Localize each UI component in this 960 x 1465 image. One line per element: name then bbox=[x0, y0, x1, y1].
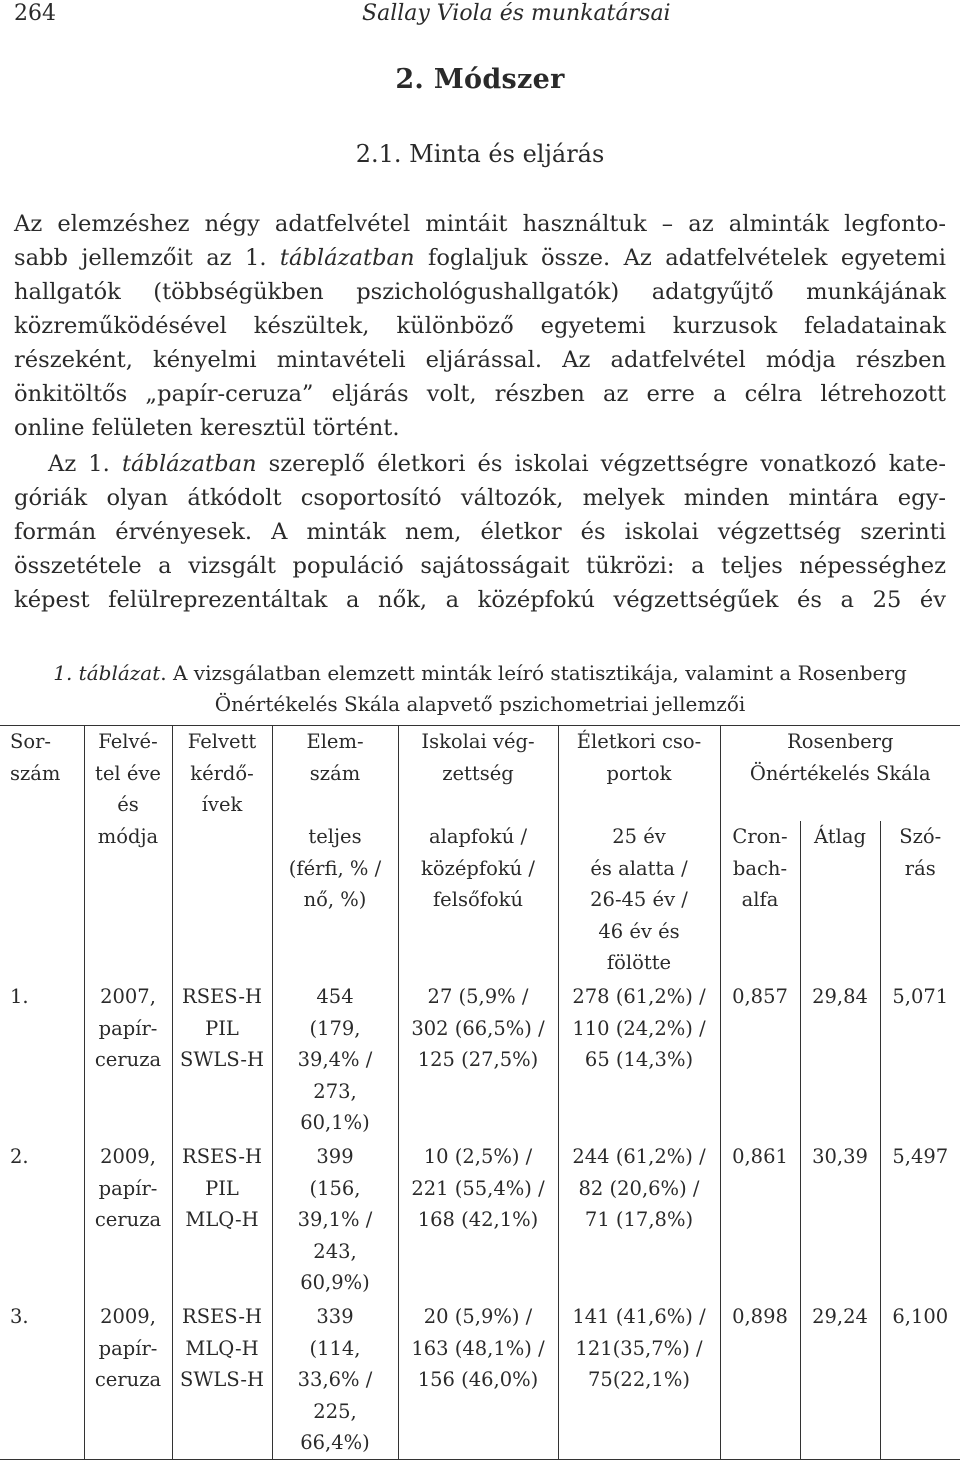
subheader-szoras: Szó- rás bbox=[880, 821, 960, 981]
cell-felvetel: 2007, papír- ceruza bbox=[84, 981, 172, 1141]
paragraph-line: részeként, kényelmi mintavételi eljárással. Az adatfelvétel módja részben bbox=[14, 347, 946, 373]
table-row bbox=[0, 1141, 960, 1301]
paragraph-line: online felületen keresztül történt. bbox=[14, 415, 400, 441]
paragraph-line: formán érvényesek. A minták nem, életkor és iskolai végzettség szerinti bbox=[14, 519, 946, 545]
header-kerdoivek: Felvett kérdő- ívek bbox=[172, 726, 272, 982]
cell-eletkori: 141 (41,6%) / 121(35,7%) / 75(22,1%) bbox=[558, 1301, 720, 1460]
cell-szoras: 6,100 bbox=[880, 1301, 960, 1460]
paragraph-line: Az elemzéshez négy adatfelvétel mintáit használtuk – az alminták legfonto- bbox=[14, 211, 946, 237]
subheader-atlag: Átlag bbox=[800, 821, 880, 981]
cell-szoras: 5,497 bbox=[880, 1141, 960, 1301]
cell-sorszam: 3. bbox=[0, 1301, 84, 1460]
cell-elemszam: 399 (156, 39,1% / 243, 60,9%) bbox=[272, 1141, 398, 1301]
subheader-iskolai: alapfokú / középfokú / felsőfokú bbox=[398, 821, 558, 981]
cell-cronbach: 0,898 bbox=[720, 1301, 800, 1460]
sample-statistics-table bbox=[0, 725, 960, 1460]
header-iskolai: Iskolai vég- zettség bbox=[398, 726, 558, 822]
caption-label: 1. táblázat bbox=[53, 661, 161, 685]
paragraph-1 bbox=[14, 207, 946, 445]
cell-cronbach: 0,857 bbox=[720, 981, 800, 1141]
paragraph-line: góriák olyan átkódolt csoportosító változók, melyek minden mintára egy- bbox=[14, 485, 946, 511]
cell-iskolai: 27 (5,9% / 302 (66,5%) / 125 (27,5%) bbox=[398, 981, 558, 1141]
cell-iskolai: 20 (5,9%) / 163 (48,1%) / 156 (46,0%) bbox=[398, 1301, 558, 1460]
running-header bbox=[14, 0, 946, 28]
cell-atlag: 29,84 bbox=[800, 981, 880, 1141]
cell-kerdoivek: RSES-H PIL MLQ-H bbox=[172, 1141, 272, 1301]
subsection-title: 2.1. Minta és eljárás bbox=[355, 140, 605, 168]
table-header-row bbox=[0, 726, 960, 822]
paragraph-line: összetétele a vizsgált populáció sajátosságait tükrözi: a teljes népességhez bbox=[14, 553, 946, 579]
cell-eletkori: 244 (61,2%) / 82 (20,6%) / 71 (17,8%) bbox=[558, 1141, 720, 1301]
cell-atlag: 29,24 bbox=[800, 1301, 880, 1460]
cell-elemszam: 339 (114, 33,6% / 225, 66,4%) bbox=[272, 1301, 398, 1460]
paragraph-line: Az 1. táblázatban szereplő életkori és iskolai végzettségre vonatkozó kate- bbox=[48, 451, 946, 477]
paragraph-2 bbox=[14, 447, 946, 617]
cell-szoras: 5,071 bbox=[880, 981, 960, 1141]
subheader-eletkori: 25 év és alatta / 26-45 év / 46 év és fölötte bbox=[558, 821, 720, 981]
subheader-cronbach: Cron- bach- alfa bbox=[720, 821, 800, 981]
header-felvetel: Felvé- tel éve és módja bbox=[84, 726, 172, 982]
cell-elemszam: 454 (179, 39,4% / 273, 60,1%) bbox=[272, 981, 398, 1141]
table-row bbox=[0, 1301, 960, 1460]
cell-iskolai: 10 (2,5%) / 221 (55,4%) / 168 (42,1%) bbox=[398, 1141, 558, 1301]
running-title: Sallay Viola és munkatársai bbox=[362, 1, 671, 26]
table-caption: 1. táblázat. A vizsgálatban elemzett minták leíró statisztikája, valamint a Rosenberg Önértékelés Skála alapvető pszichometriai jellemzői bbox=[53, 661, 907, 716]
header-sorszam: Sor- szám bbox=[0, 726, 84, 982]
subheader-elemszam: teljes (férfi, % / nő, %) bbox=[272, 821, 398, 981]
header-rosenberg: Rosenberg Önértékelés Skála bbox=[720, 726, 960, 822]
paragraph-line: sabb jellemzőit az 1. táblázatban foglaljuk össze. Az adatfelvételek egyetemi bbox=[14, 245, 946, 271]
paragraph-line: közreműködésével készültek, különböző egyetemi kurzusok feladatainak bbox=[14, 313, 946, 339]
section-title: 2. Módszer bbox=[395, 64, 565, 95]
cell-sorszam: 1. bbox=[10, 985, 29, 1008]
cell-kerdoivek: RSES-H PIL SWLS-H bbox=[172, 981, 272, 1141]
cell-felvetel: 2009, papír- ceruza bbox=[84, 1301, 172, 1460]
paragraph-line: hallgatók (többségükben pszichológushallgatók) adatgyűjtő munkájának bbox=[14, 279, 946, 305]
cell-sorszam: 2. bbox=[10, 1145, 29, 1168]
page-number: 264 bbox=[14, 1, 56, 26]
header-eletkori: Életkori cso- portok bbox=[558, 726, 720, 822]
table-row bbox=[0, 981, 960, 1141]
cell-atlag: 30,39 bbox=[800, 1141, 880, 1301]
cell-cronbach: 0,861 bbox=[720, 1141, 800, 1301]
cell-eletkori: 278 (61,2%) / 110 (24,2%) / 65 (14,3%) bbox=[558, 981, 720, 1141]
paragraph-line: önkitöltős „papír-ceruza” eljárás volt, részben az erre a célra létrehozott bbox=[14, 381, 946, 407]
paragraph-line: képest felülreprezentáltak a nők, a középfokú végzettségűek és a 25 év bbox=[14, 587, 946, 613]
cell-felvetel: 2009, papír- ceruza bbox=[84, 1141, 172, 1301]
header-elemszam: Elem- szám bbox=[272, 726, 398, 822]
cell-kerdoivek: RSES-H MLQ-H SWLS-H bbox=[172, 1301, 272, 1460]
